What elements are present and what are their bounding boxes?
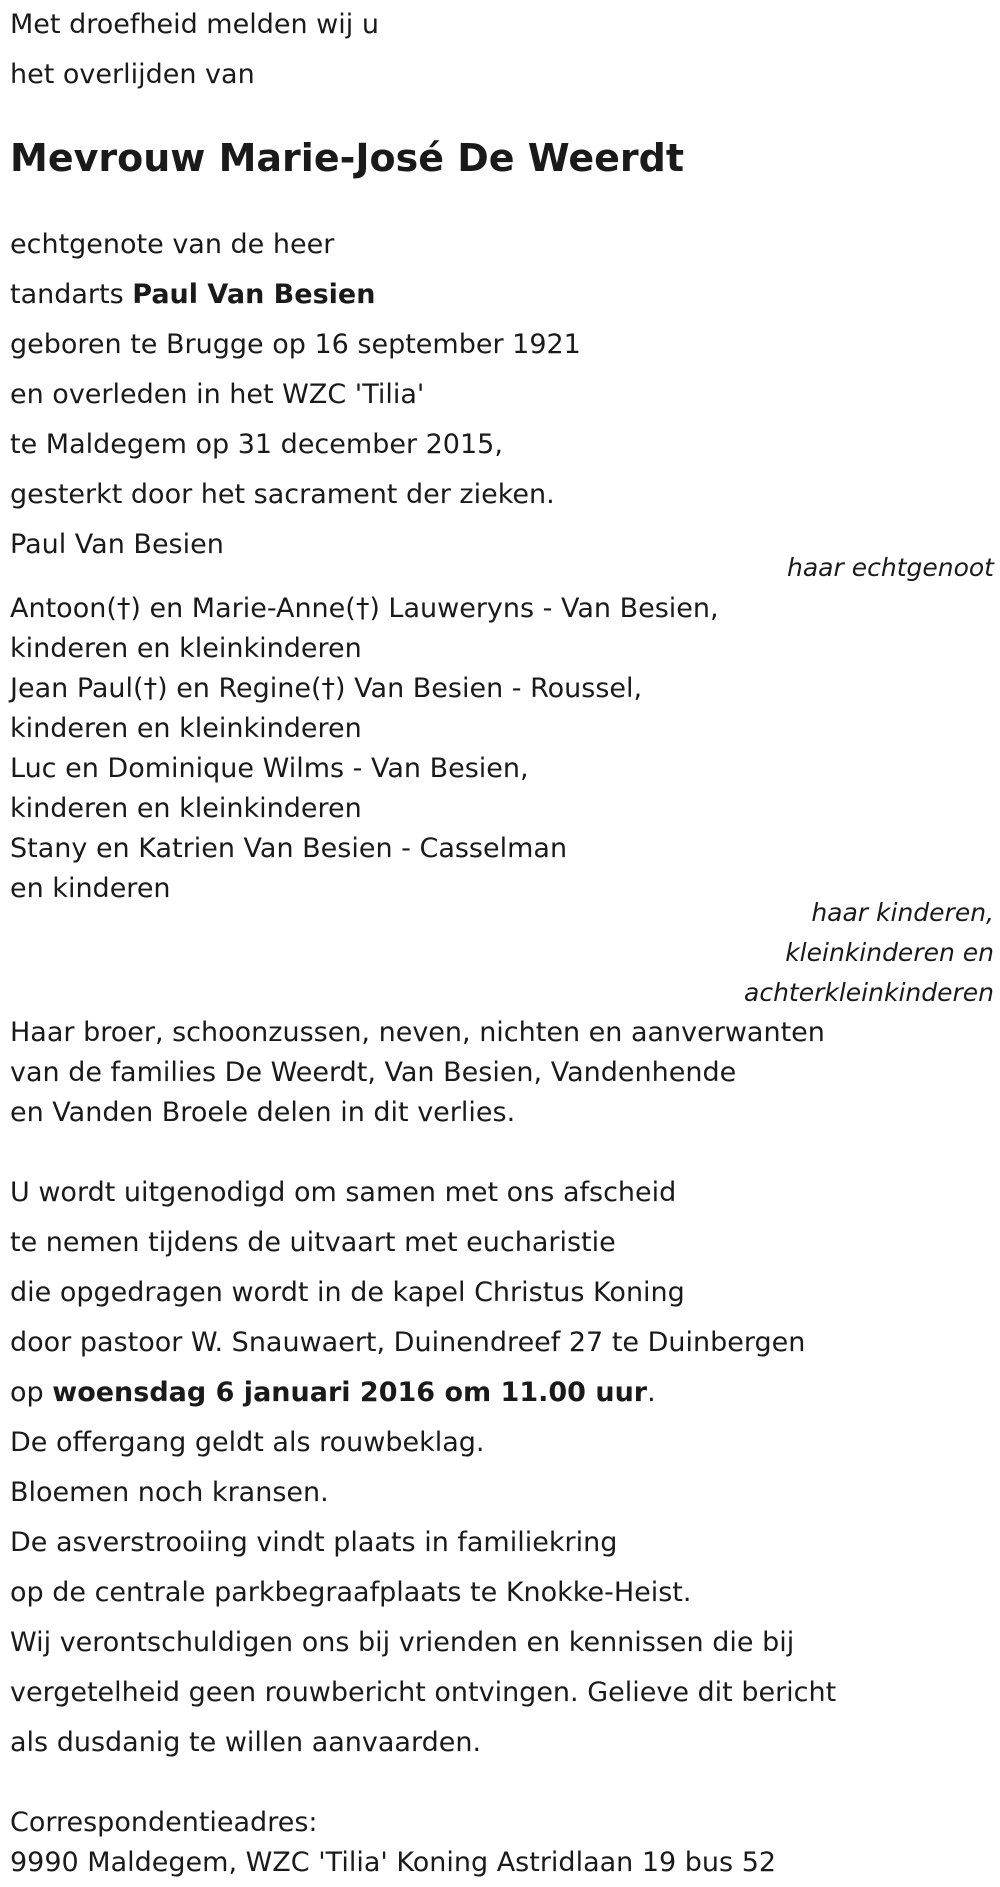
mourner-spouse: Paul Van Besien: [10, 529, 224, 560]
death-line-1: en overleden in het WZC 'Tilia': [10, 379, 425, 410]
children-line: Jean Paul(†) en Regine(†) Van Besien - Roussel,: [10, 673, 643, 704]
children-line: Luc en Dominique Wilms - Van Besien,: [10, 753, 529, 784]
ceremony-date: woensdag 6 januari 2016 om 11.00 uur: [52, 1377, 648, 1408]
deceased-name: Mevrouw Marie-José De Weerdt: [10, 136, 684, 180]
children-line: Stany en Katrien Van Besien - Casselman: [10, 833, 568, 864]
birth-line: geboren te Brugge op 16 september 1921: [10, 329, 581, 360]
spouse-line: [10, 270, 375, 320]
ceremony-line: De asverstrooiing vindt plaats in familiekring: [10, 1527, 618, 1558]
death-line-2: te Maldegem op 31 december 2015,: [10, 429, 503, 460]
ceremony-line: De offergang geldt als rouwbeklag.: [10, 1427, 485, 1458]
ceremony-line: vergetelheid geen rouwbericht ontvingen. Gelieve dit bericht: [10, 1677, 837, 1708]
ceremony-line: die opgedragen wordt in de kapel Christus Koning: [10, 1277, 685, 1308]
family-line: van de families De Weerdt, Van Besien, Vandenhende: [10, 1057, 737, 1088]
intro-line-2: het overlijden van: [10, 59, 255, 90]
correspondence-label: Correspondentieadres:: [10, 1807, 318, 1838]
children-role: kleinkinderen en: [785, 938, 994, 967]
spouse-prefix: echtgenote van de heer: [10, 229, 335, 260]
spouse-name: Paul Van Besien: [132, 279, 376, 310]
children-role: achterkleinkinderen: [744, 978, 994, 1007]
intro-line-1: Met droefheid melden wij u: [10, 9, 379, 40]
ceremony-date-prefix: op: [10, 1377, 53, 1408]
children-line: kinderen en kleinkinderen: [10, 793, 362, 824]
correspondence-address: 9990 Maldegem, WZC 'Tilia' Koning Astridlaan 19 bus 52: [10, 1847, 777, 1878]
sacrament-line: gesterkt door het sacrament der zieken.: [10, 479, 555, 510]
ceremony-line: op de centrale parkbegraafplaats te Knokke-Heist.: [10, 1577, 692, 1608]
children-line: kinderen en kleinkinderen: [10, 633, 362, 664]
family-line: en Vanden Broele delen in dit verlies.: [10, 1097, 516, 1128]
ceremony-line: als dusdanig te willen aanvaarden.: [10, 1727, 482, 1758]
family-line: Haar broer, schoonzussen, neven, nichten en aanverwanten: [10, 1017, 825, 1048]
ceremony-date-line: [10, 1368, 656, 1418]
ceremony-line: Bloemen noch kransen.: [10, 1477, 329, 1508]
children-line: kinderen en kleinkinderen: [10, 713, 362, 744]
ceremony-line: Wij verontschuldigen ons bij vrienden en kennissen die bij: [10, 1627, 795, 1658]
children-line: en kinderen: [10, 873, 171, 904]
spouse-role: haar echtgenoot: [787, 553, 994, 582]
ceremony-line: door pastoor W. Snauwaert, Duinendreef 27 te Duinbergen: [10, 1327, 806, 1358]
ceremony-line: U wordt uitgenodigd om samen met ons afscheid: [10, 1177, 677, 1208]
spouse-title: tandarts: [10, 279, 133, 310]
children-line: Antoon(†) en Marie-Anne(†) Lauweryns - Van Besien,: [10, 593, 719, 624]
children-role: haar kinderen,: [811, 898, 994, 927]
ceremony-line: te nemen tijdens de uitvaart met eucharistie: [10, 1227, 616, 1258]
ceremony-date-suffix: .: [647, 1377, 656, 1408]
